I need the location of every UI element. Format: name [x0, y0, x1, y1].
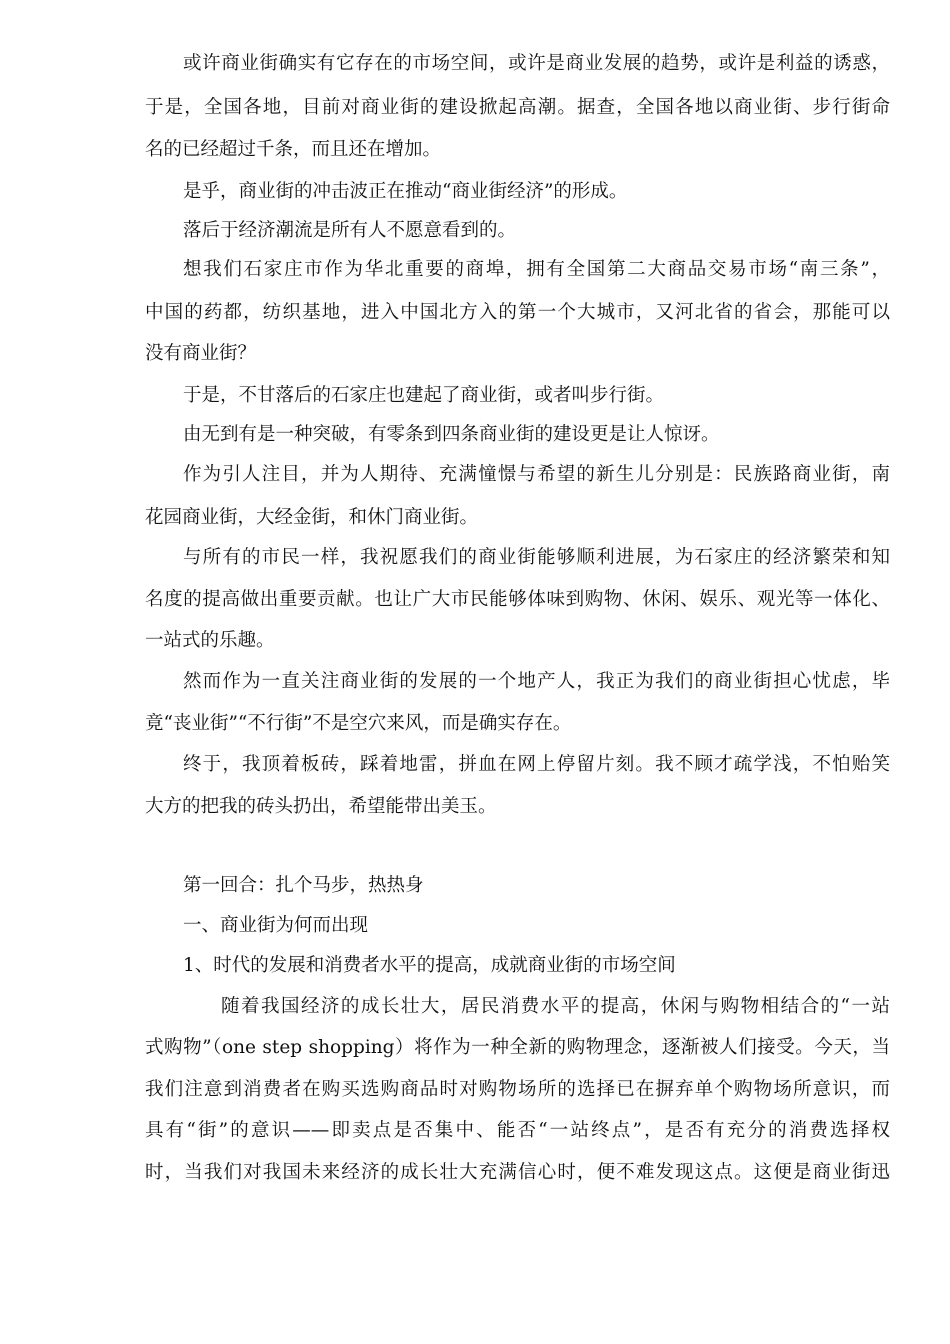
- paragraph-line: 名的已经超过千条，而且还在增加。: [145, 139, 442, 160]
- section-heading: 1、时代的发展和消费者水平的提高，成就商业街的市场空间: [183, 955, 676, 976]
- paragraph-line: 花园商业街，大经金街，和休门商业街。: [145, 507, 479, 528]
- paragraph-line: 一站式的乐趣。: [145, 630, 275, 651]
- paragraph-line: 与所有的市民一样，我祝愿我们的商业街能够顺利进展，为石家庄的经济繁荣和知: [183, 547, 890, 568]
- paragraph-line: 想我们石家庄市作为华北重要的商埠，拥有全国第二大商品交易市场“南三条”，: [183, 259, 890, 280]
- paragraph-line: 式购物”（one step shopping）将作为一种全新的购物理念，逐渐被人们接受。今天，当: [145, 1037, 890, 1058]
- paragraph-line: 于是，不甘落后的石家庄也建起了商业街，或者叫步行街。: [183, 385, 665, 406]
- paragraph-line: 于是，全国各地，目前对商业街的建设掀起高潮。据查，全国各地以商业街、步行街命: [145, 97, 890, 118]
- paragraph-line: 由无到有是一种突破，有零条到四条商业街的建设更是让人惊讶。: [183, 424, 720, 445]
- paragraph-line: 然而作为一直关注商业街的发展的一个地产人，我正为我们的商业街担心忧虑，毕: [183, 671, 890, 692]
- paragraph-line: 随着我国经济的成长壮大，居民消费水平的提高，休闲与购物相结合的“一站: [221, 996, 890, 1017]
- paragraph-line: 名度的提高做出重要贡献。也让广大市民能够体味到购物、休闲、娱乐、观光等一体化、: [145, 589, 890, 610]
- section-heading: 一、商业街为何而出现: [183, 915, 369, 936]
- paragraph-line: 我们注意到消费者在购买选购商品时对购物场所的选择已在摒弃单个购物场所意识，而: [145, 1079, 890, 1100]
- paragraph-line: 竟“丧业街”“不行街”不是空穴来风，而是确实存在。: [145, 713, 572, 734]
- paragraph-line: 或许商业街确实有它存在的市场空间，或许是商业发展的趋势，或许是利益的诱惑，: [183, 53, 890, 74]
- paragraph-line: 终于，我顶着板砖，踩着地雷，拼血在网上停留片刻。我不顾才疏学浅，不怕贻笑: [183, 754, 890, 775]
- paragraph-line: 中国的药都，纺织基地，进入中国北方入的第一个大城市，又河北省的省会，那能可以: [145, 302, 890, 323]
- paragraph-line: 作为引人注目，并为人期待、充满憧憬与希望的新生儿分别是：民族路商业街，南: [183, 464, 890, 485]
- paragraph-line: 具有“街”的意识——即卖点是否集中、能否“一站终点”，是否有充分的消费选择权: [145, 1120, 890, 1141]
- paragraph-line: 是乎，商业街的冲击波正在推动“商业街经济”的形成。: [183, 181, 628, 202]
- section-heading: 第一回合：扎个马步，热热身: [183, 875, 424, 896]
- paragraph-line: 大方的把我的砖头扔出，希望能带出美玉。: [145, 796, 497, 817]
- paragraph-line: 落后于经济潮流是所有人不愿意看到的。: [183, 220, 517, 241]
- paragraph-line: 时，当我们对我国未来经济的成长壮大充满信心时，便不难发现这点。这便是商业街迅: [145, 1162, 890, 1183]
- paragraph-line: 没有商业街？: [145, 343, 257, 364]
